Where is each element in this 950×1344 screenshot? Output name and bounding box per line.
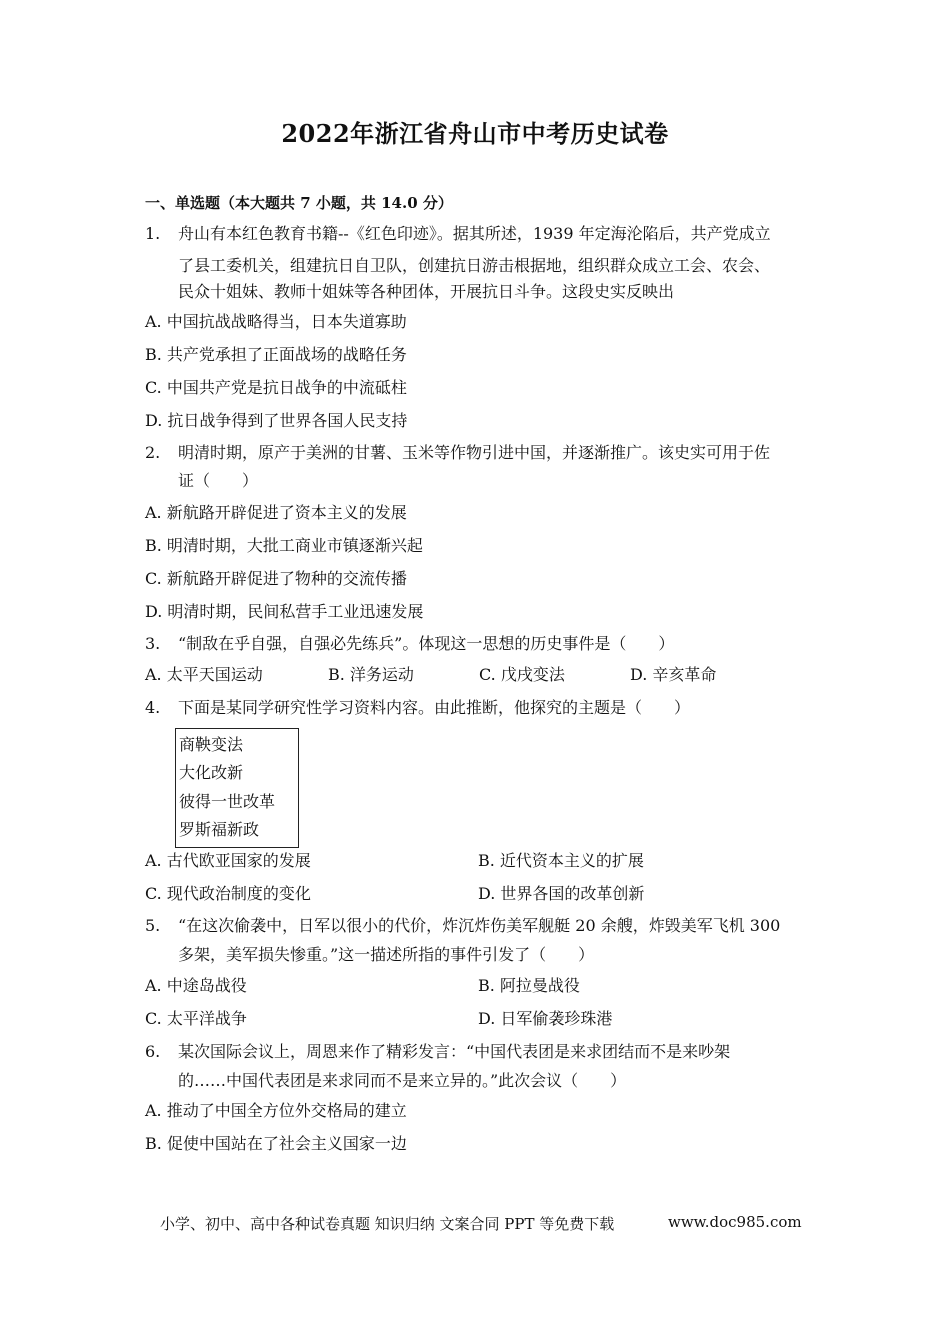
option-b: B. 共产党承担了正面战场的战略任务 <box>145 345 407 364</box>
option-b: B. 明清时期，大批工商业市镇逐渐兴起 <box>145 536 423 555</box>
question-text-line: 多架，美军损失惨重。”这一描述所指的事件引发了（ ） <box>178 945 595 964</box>
question-number: 3. <box>145 634 161 653</box>
material-item: 罗斯福新政 <box>179 820 260 839</box>
option-a: A. 太平天国运动 <box>145 665 263 684</box>
question-number: 5. <box>145 916 161 935</box>
option-b: B. 近代资本主义的扩展 <box>478 851 644 870</box>
material-box <box>175 728 299 848</box>
question-number: 1. <box>145 224 161 243</box>
option-b: B. 促使中国站在了社会主义国家一边 <box>145 1134 407 1153</box>
question-text-line: “制敌在乎自强，自强必先练兵”。体现这一思想的历史事件是（ ） <box>178 634 675 653</box>
section-heading: 一、单选题（本大题共 7 小题，共 14.0 分） <box>145 194 453 212</box>
option-a: A. 中途岛战役 <box>145 976 247 995</box>
option-d: D. 世界各国的改革创新 <box>478 884 645 903</box>
question-text-line: 民众十姐妹、教师十姐妹等各种团体，开展抗日斗争。这段史实反映出 <box>178 282 675 301</box>
material-item: 大化改新 <box>179 763 244 782</box>
material-item: 彼得一世改革 <box>179 792 276 811</box>
material-item: 商鞅变法 <box>179 735 244 754</box>
option-c: C. 中国共产党是抗日战争的中流砥柱 <box>145 378 407 397</box>
question-text-line: 明清时期，原产于美洲的甘薯、玉米等作物引进中国，并逐渐推广。该史实可用于佐 <box>178 443 771 462</box>
question-text-line: 的……中国代表团是来求同而不是来立异的。”此次会议（ ） <box>178 1071 627 1090</box>
page-title: 2022年浙江省舟山市中考历史试卷 <box>281 119 669 148</box>
option-d: D. 辛亥革命 <box>630 665 717 684</box>
option-a: A. 推动了中国全方位外交格局的建立 <box>145 1101 407 1120</box>
option-b: B. 阿拉曼战役 <box>478 976 580 995</box>
question-text-line: 某次国际会议上，周恩来作了精彩发言：“中国代表团是来求团结而不是来吵架 <box>178 1042 731 1061</box>
option-a: A. 新航路开辟促进了资本主义的发展 <box>145 503 407 522</box>
option-d: D. 明清时期，民间私营手工业迅速发展 <box>145 602 424 621</box>
option-c: C. 戊戌变法 <box>479 665 565 684</box>
option-a: A. 中国抗战战略得当，日本失道寡助 <box>145 312 407 331</box>
option-c: C. 现代政治制度的变化 <box>145 884 311 903</box>
question-text-line: 舟山有本红色教育书籍--《红色印迹》。据其所述，1939 年定海沦陷后，共产党成立 <box>178 224 771 243</box>
option-d: D. 日军偷袭珍珠港 <box>478 1009 613 1028</box>
option-b: B. 洋务运动 <box>328 665 414 684</box>
option-c: C. 太平洋战争 <box>145 1009 247 1028</box>
question-number: 6. <box>145 1042 161 1061</box>
footer-url[interactable]: www.doc985.com <box>668 1213 802 1231</box>
question-text-line: 了县工委机关，组建抗日自卫队，创建抗日游击根据地，组织群众成立工会、农会、 <box>178 256 771 275</box>
question-text-line: 下面是某同学研究性学习资料内容。由此推断，他探究的主题是（ ） <box>178 698 691 717</box>
option-d: D. 抗日战争得到了世界各国人民支持 <box>145 411 408 430</box>
option-a: A. 古代欧亚国家的发展 <box>145 851 311 870</box>
option-c: C. 新航路开辟促进了物种的交流传播 <box>145 569 407 588</box>
footer-text: 小学、初中、高中各种试卷真题 知识归纳 文案合同 PPT 等免费下载 <box>160 1215 615 1233</box>
question-number: 2. <box>145 443 161 462</box>
question-number: 4. <box>145 698 161 717</box>
question-text-line: 证（ ） <box>178 471 259 490</box>
question-text-line: “在这次偷袭中，日军以很小的代价，炸沉炸伤美军舰艇 20 余艘，炸毁美军飞机 300 <box>178 916 781 935</box>
